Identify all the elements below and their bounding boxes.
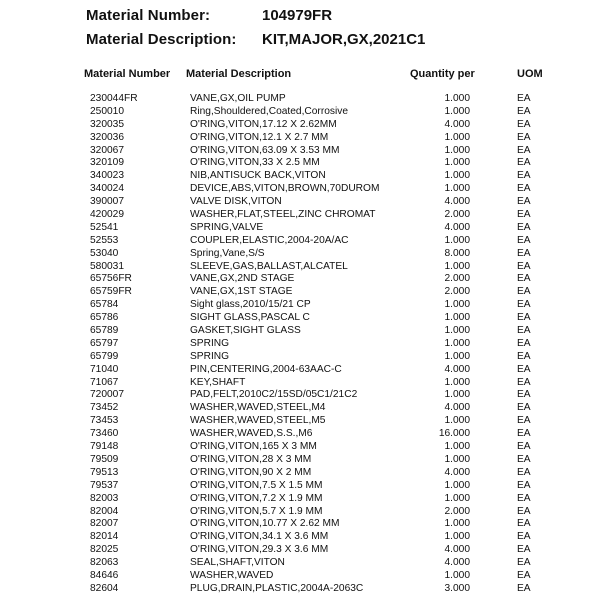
uom-cell: EA [517,441,531,453]
column-header-material-description: Material Description [186,68,292,80]
uom-cell: EA [517,144,531,156]
material-description-cell: Sight glass,2010/15/21 CP [190,299,311,311]
uom-cell: EA [517,196,531,208]
uom-cell: EA [517,221,531,233]
uom-cell: EA [517,492,531,504]
table-row [0,222,600,235]
material-description-cell: SIGHT GLASS,PASCAL C [190,312,310,324]
table-row [0,196,600,209]
material-number-cell: 79537 [90,479,119,491]
quantity-cell: 1.000 [444,157,470,169]
table-row [0,557,600,570]
material-description-cell: SPRING [190,337,230,349]
table-row [0,531,600,544]
table-row [0,518,600,531]
material-number-cell: 320035 [90,118,124,130]
quantity-cell: 1.000 [444,144,470,156]
material-description-cell: KEY,SHAFT [190,376,246,388]
material-number-cell: 82025 [90,544,119,556]
column-header-material-number: Material Number [84,68,171,80]
table-row [0,183,600,196]
uom-cell: EA [517,518,531,530]
uom-cell: EA [517,389,531,401]
material-description-cell: SLEEVE,GAS,BALLAST,ALCATEL [190,260,348,272]
uom-cell: EA [517,479,531,491]
material-number-cell: 65797 [90,337,119,349]
table-row [0,209,600,222]
quantity-cell: 2.000 [444,273,470,285]
column-header-quantity-per: Quantity per [410,68,475,80]
uom-cell: EA [517,325,531,337]
uom-cell: EA [517,105,531,117]
material-number-cell: 82007 [90,518,119,530]
table-row [0,480,600,493]
uom-cell: EA [517,569,531,581]
table-row [0,170,600,183]
table-row [0,428,600,441]
material-number-cell: 250010 [90,105,124,117]
material-number-label: Material Number: [86,7,211,24]
table-row [0,325,600,338]
material-description-cell: O'RING,VITON,33 X 2.5 MM [190,157,320,169]
material-description-cell: WASHER,FLAT,STEEL,ZINC CHROMAT [190,209,376,221]
material-number-cell: 82604 [90,582,119,594]
uom-cell: EA [517,415,531,427]
table-row [0,145,600,158]
quantity-cell: 8.000 [444,247,470,259]
material-number-cell: 71040 [90,363,119,375]
material-description-cell: WASHER,WAVED [190,569,274,581]
material-description-cell: Ring,Shouldered,Coated,Corrosive [190,105,348,117]
material-description-cell: GASKET,SIGHT GLASS [190,325,301,337]
table-row [0,544,600,557]
material-description-cell: O'RING,VITON,29.3 X 3.6 MM [190,544,329,556]
quantity-cell: 1.000 [444,183,470,195]
material-description-cell: VALVE DISK,VITON [190,196,282,208]
material-number-cell: 420029 [90,209,124,221]
material-description-cell: Spring,Vane,S/S [190,247,265,259]
material-number-cell: 82063 [90,557,119,569]
table-row [0,132,600,145]
parts-table-body [0,93,600,596]
material-description-cell: O'RING,VITON,7.5 X 1.5 MM [190,479,323,491]
table-row [0,312,600,325]
quantity-cell: 2.000 [444,286,470,298]
material-number-cell: 79148 [90,441,119,453]
material-description-cell: DEVICE,ABS,VITON,BROWN,70DUROM [190,183,380,195]
uom-cell: EA [517,557,531,569]
material-number-cell: 320109 [90,157,124,169]
quantity-cell: 1.000 [444,299,470,311]
material-number-cell: 79509 [90,453,119,465]
uom-cell: EA [517,453,531,465]
uom-cell: EA [517,183,531,195]
material-number-cell: 53040 [90,247,119,259]
material-number-cell: 65799 [90,350,119,362]
material-description-cell: WASHER,WAVED,STEEL,M4 [190,402,326,414]
table-row [0,415,600,428]
quantity-cell: 4.000 [444,118,470,130]
quantity-cell: 4.000 [444,363,470,375]
quantity-cell: 1.000 [444,389,470,401]
uom-cell: EA [517,350,531,362]
quantity-cell: 1.000 [444,569,470,581]
quantity-cell: 1.000 [444,350,470,362]
material-number-cell: 65756FR [90,273,132,285]
uom-cell: EA [517,428,531,440]
material-description-cell: O'RING,VITON,63.09 X 3.53 MM [190,144,340,156]
material-description-cell: O'RING,VITON,34.1 X 3.6 MM [190,531,329,543]
quantity-cell: 1.000 [444,518,470,530]
material-number-cell: 65784 [90,299,119,311]
material-description-cell: PAD,FELT,2010C2/15SD/05C1/21C2 [190,389,358,401]
uom-cell: EA [517,209,531,221]
table-row [0,157,600,170]
uom-cell: EA [517,337,531,349]
uom-cell: EA [517,363,531,375]
quantity-cell: 2.000 [444,505,470,517]
uom-cell: EA [517,260,531,272]
material-number-cell: 79513 [90,466,119,478]
material-number-cell: 390007 [90,196,124,208]
material-number-cell: 320036 [90,131,124,143]
uom-cell: EA [517,312,531,324]
quantity-cell: 4.000 [444,402,470,414]
quantity-cell: 1.000 [444,453,470,465]
material-description-cell: PIN,CENTERING,2004-63AAC-C [190,363,342,375]
table-row [0,106,600,119]
uom-cell: EA [517,466,531,478]
quantity-cell: 1.000 [444,260,470,272]
quantity-cell: 1.000 [444,415,470,427]
material-description-cell: O'RING,VITON,165 X 3 MM [190,441,317,453]
quantity-cell: 1.000 [444,337,470,349]
table-row [0,273,600,286]
material-number-value: 104979FR [262,7,333,24]
material-number-cell: 230044FR [90,93,138,104]
material-number-cell: 73453 [90,415,119,427]
quantity-cell: 1.000 [444,312,470,324]
table-row [0,286,600,299]
material-description-value: KIT,MAJOR,GX,2021C1 [262,31,426,48]
quantity-cell: 1.000 [444,531,470,543]
uom-cell: EA [517,505,531,517]
quantity-cell: 1.000 [444,441,470,453]
table-row [0,441,600,454]
uom-cell: EA [517,582,531,594]
material-description-cell: SEAL,SHAFT,VITON [190,557,285,569]
material-description-cell: O'RING,VITON,7.2 X 1.9 MM [190,492,323,504]
uom-cell: EA [517,299,531,311]
uom-cell: EA [517,118,531,130]
material-description-cell: WASHER,WAVED,STEEL,M5 [190,415,326,427]
table-row [0,506,600,519]
quantity-cell: 16.000 [438,428,470,440]
quantity-cell: 4.000 [444,196,470,208]
quantity-cell: 1.000 [444,234,470,246]
material-description-cell: O'RING,VITON,90 X 2 MM [190,466,312,478]
table-row [0,454,600,467]
quantity-cell: 4.000 [444,557,470,569]
quantity-cell: 1.000 [444,325,470,337]
material-description-cell: NIB,ANTISUCK BACK,VITON [190,170,326,182]
material-description-cell: O'RING,VITON,17.12 X 2.62MM [190,118,337,130]
material-number-cell: 84646 [90,569,119,581]
quantity-cell: 2.000 [444,209,470,221]
material-number-cell: 73460 [90,428,119,440]
table-row [0,235,600,248]
material-number-cell: 52553 [90,234,119,246]
quantity-cell: 1.000 [444,479,470,491]
material-description-cell: PLUG,DRAIN,PLASTIC,2004A-2063C [190,582,364,594]
material-number-cell: 71067 [90,376,119,388]
quantity-cell: 4.000 [444,466,470,478]
table-row [0,93,600,106]
uom-cell: EA [517,234,531,246]
material-description-label: Material Description: [86,31,237,48]
material-description-cell: SPRING,VALVE [190,221,264,233]
table-row [0,261,600,274]
quantity-cell: 1.000 [444,492,470,504]
uom-cell: EA [517,93,531,104]
uom-cell: EA [517,157,531,169]
table-row [0,402,600,415]
uom-cell: EA [517,286,531,298]
table-row [0,583,600,596]
uom-cell: EA [517,170,531,182]
uom-cell: EA [517,247,531,259]
column-header-uom: UOM [517,68,543,80]
table-row [0,467,600,480]
material-number-cell: 340024 [90,183,124,195]
material-number-cell: 340023 [90,170,124,182]
quantity-cell: 4.000 [444,544,470,556]
material-number-cell: 52541 [90,221,119,233]
material-number-cell: 82004 [90,505,119,517]
uom-cell: EA [517,376,531,388]
quantity-cell: 1.000 [444,131,470,143]
material-number-cell: 720007 [90,389,124,401]
material-description-cell: O'RING,VITON,28 X 3 MM [190,453,312,465]
quantity-cell: 1.000 [444,93,470,104]
material-number-cell: 580031 [90,260,124,272]
material-number-cell: 82014 [90,531,119,543]
material-description-cell: O'RING,VITON,12.1 X 2.7 MM [190,131,329,143]
material-number-cell: 65789 [90,325,119,337]
material-number-cell: 82003 [90,492,119,504]
table-row [0,493,600,506]
quantity-cell: 1.000 [444,105,470,117]
material-description-cell: VANE,GX,2ND STAGE [190,273,295,285]
material-description-cell: VANE,GX,1ST STAGE [190,286,293,298]
uom-cell: EA [517,402,531,414]
material-description-cell: VANE,GX,OIL PUMP [190,93,286,104]
material-number-cell: 320067 [90,144,124,156]
material-number-cell: 65759FR [90,286,132,298]
quantity-cell: 1.000 [444,170,470,182]
material-description-cell: WASHER,WAVED,S.S.,M6 [190,428,313,440]
uom-cell: EA [517,531,531,543]
material-description-cell: O'RING,VITON,5.7 X 1.9 MM [190,505,323,517]
material-description-cell: COUPLER,ELASTIC,2004-20A/AC [190,234,349,246]
material-description-cell: O'RING,VITON,10.77 X 2.62 MM [190,518,340,530]
table-row [0,364,600,377]
material-number-cell: 65786 [90,312,119,324]
table-row [0,338,600,351]
table-row [0,248,600,261]
uom-cell: EA [517,544,531,556]
table-row [0,351,600,364]
table-row [0,119,600,132]
table-row [0,570,600,583]
quantity-cell: 3.000 [444,582,470,594]
material-description-cell: SPRING [190,350,230,362]
quantity-cell: 4.000 [444,221,470,233]
material-number-cell: 73452 [90,402,119,414]
table-row [0,389,600,402]
uom-cell: EA [517,131,531,143]
table-row [0,299,600,312]
uom-cell: EA [517,273,531,285]
quantity-cell: 1.000 [444,376,470,388]
table-row [0,377,600,390]
